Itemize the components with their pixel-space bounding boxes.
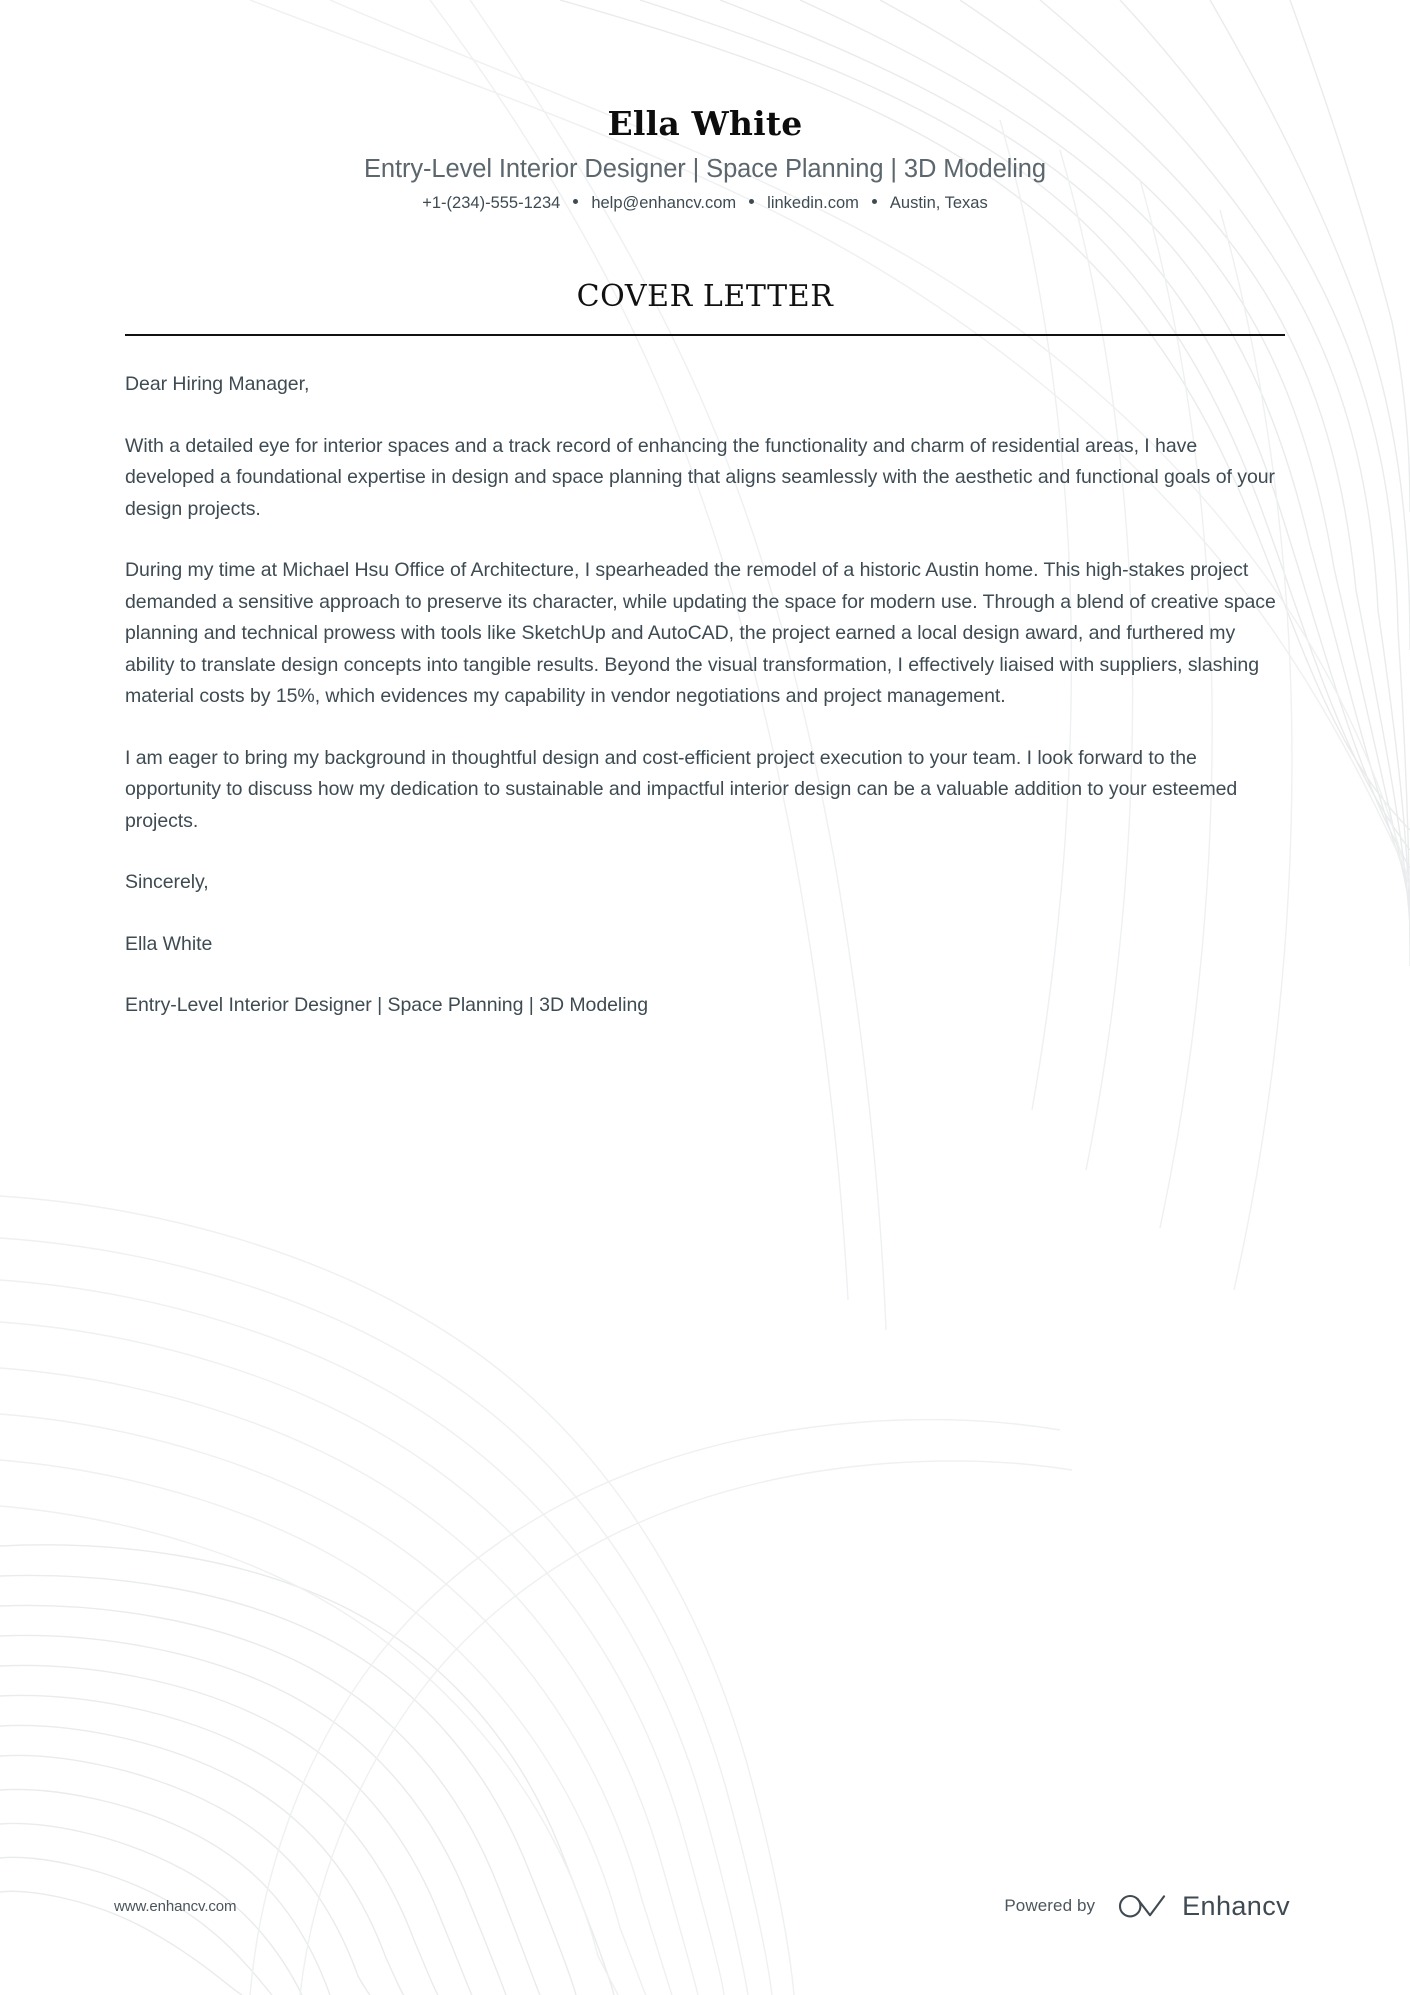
body-paragraph-3: I am eager to bring my background in thoughtful design and cost-efficient project execution to your team. I look forward to the opportunity to discuss how my dedication to sustainable and impactful interior design can be a valuable addition to your esteemed projects. [125,746,1238,832]
candidate-name: Ella White [607,104,803,143]
letter-body [125,336,1285,1022]
body-paragraph-2: During my time at Michael Hsu Office of Architecture, I spearheaded the remodel of a historic Austin home. This high-stakes project demanded a sensitive approach to preserve its character, while updating the space for modern use. Through a blend of creative space planning and technical prowess with tools like SketchUp and AutoCAD, the project earned a local design award, and furthered my ability to translate design concepts into tangible results. Beyond the visual transformation, I effectively liaised with suppliers, slashing material costs by 15%, which evidences my capability in vendor negotiations and project management. [125,559,1276,708]
powered-by-label: Powered by [1004,1896,1096,1915]
bullet-separator-icon [749,199,754,204]
enhancv-infinity-logo-icon [1117,1891,1169,1921]
body-paragraph-1: With a detailed eye for interior spaces and a track record of enhancing the functionality and charm of residential areas, I have developed a foundational expertise in design and space planning that aligns seamlessly with the aesthetic and functional goals of your design projects. [125,434,1275,520]
letter-header [0,0,1410,213]
contact-line [0,194,1410,214]
powered-by-block [1004,1891,1290,1921]
letter-title-section [0,280,1410,336]
signoff-block [125,867,1285,1022]
enhancv-brand [1117,1891,1290,1921]
bullet-separator-icon [573,199,578,204]
contact-phone: +1-(234)-555-1234 [422,193,561,212]
contact-email[interactable]: help@enhancv.com [591,193,737,212]
contact-linkedin[interactable]: linkedin.com [767,193,859,212]
signature-title: Entry-Level Interior Designer | Space Planning | 3D Modeling [125,994,649,1017]
footer-website-url[interactable]: www.enhancv.com [114,1898,237,1915]
page-title: COVER LETTER [576,279,834,315]
enhancv-brand-name: Enhancv [1182,1890,1290,1921]
closing-salutation: Sincerely, [125,871,209,894]
signature-name: Ella White [125,932,213,955]
page-footer [0,1875,1410,1995]
candidate-headline: Entry-Level Interior Designer | Space Planning | 3D Modeling [364,155,1046,184]
salutation: Dear Hiring Manager, [125,373,310,396]
bullet-separator-icon [872,199,877,204]
contact-location: Austin, Texas [889,193,988,212]
